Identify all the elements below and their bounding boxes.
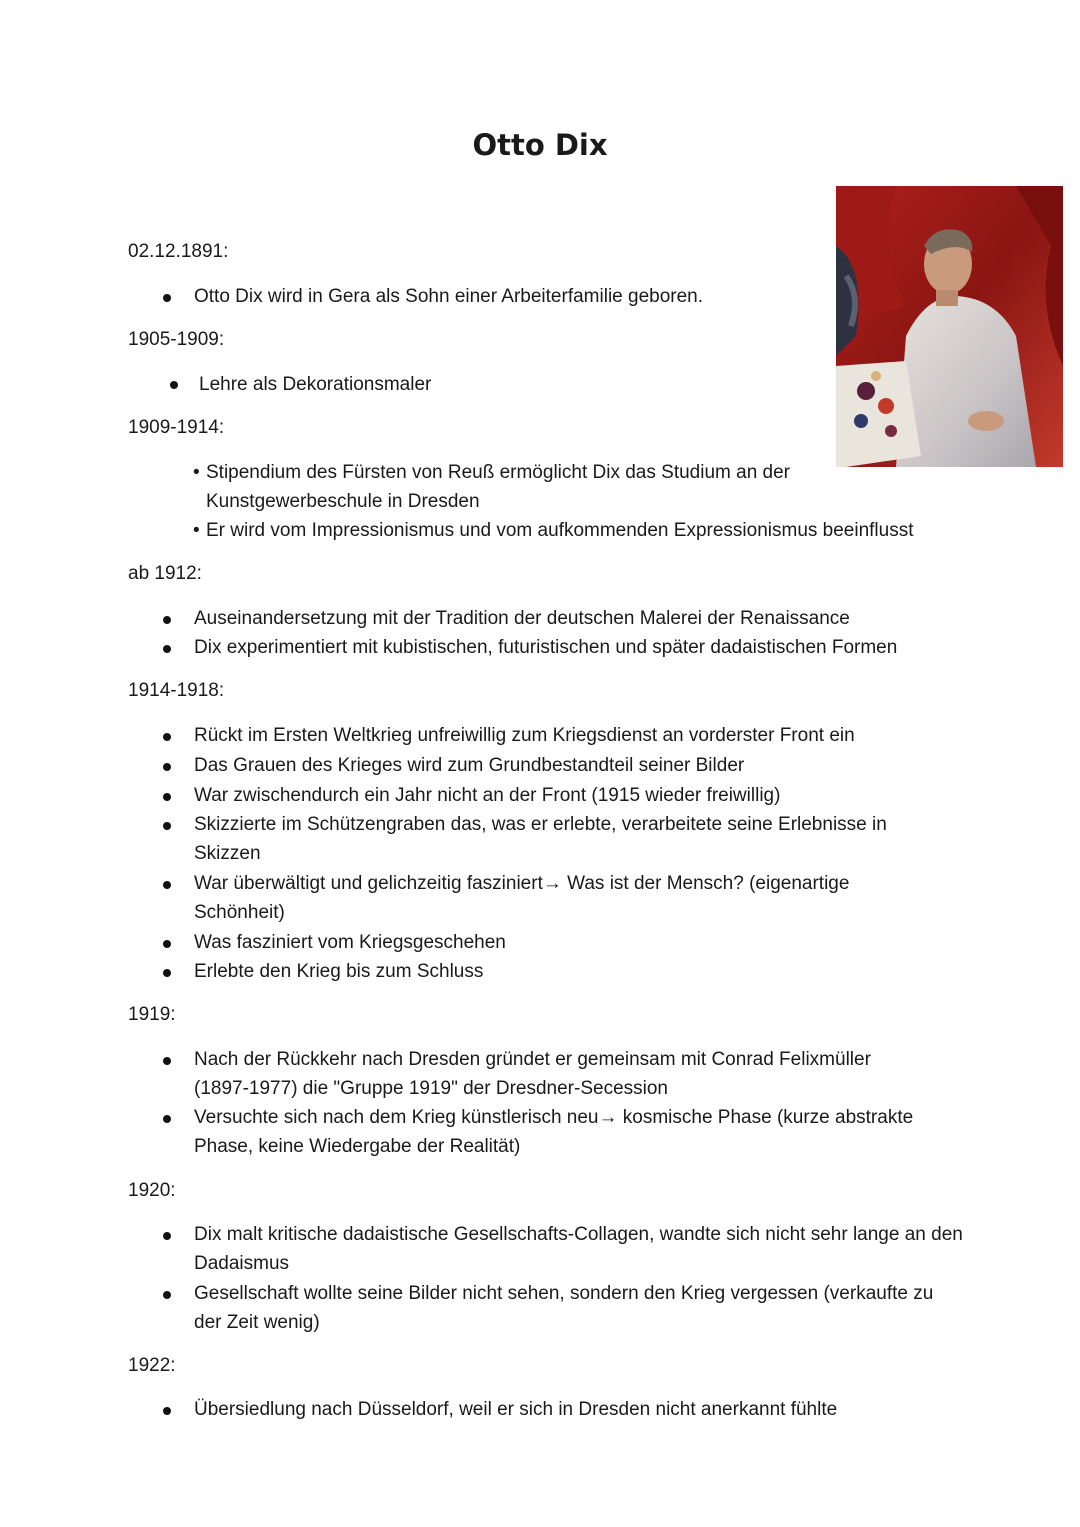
list-item: Dix experimentiert mit kubistischen, futuristischen und später dadaistischen Formen [194, 637, 898, 658]
bullet-icon [163, 1057, 171, 1065]
bullet-icon [163, 616, 171, 624]
list-item: War zwischendurch ein Jahr nicht an der Front (1915 wieder freiwillig) [194, 785, 781, 806]
bullet-icon [163, 645, 171, 653]
list-item: Erlebte den Krieg bis zum Schluss [194, 961, 484, 982]
page-title: Otto Dix [472, 128, 608, 162]
bullet-icon [163, 1115, 171, 1123]
bullet-icon [170, 381, 178, 389]
list-item: Gesellschaft wollte seine Bilder nicht sehen, sondern den Krieg vergessen (verkaufte zu der Zeit wenig) [194, 1283, 934, 1333]
list-item: Was fasziniert vom Kriegsgeschehen [194, 932, 506, 953]
bullet-icon [163, 881, 171, 889]
list-item: War überwältigt und gelichzeitig fasziniert→ Was ist der Mensch? (eigenartige Schönheit) [194, 873, 850, 923]
bullet-icon [163, 940, 171, 948]
list-item: Lehre als Dekorationsmaler [199, 374, 432, 395]
list-item: Dix malt kritische dadaistische Gesellschafts-Collagen, wandte sich nicht sehr lange an den Dadaismus [194, 1224, 963, 1274]
bullet-icon [163, 1407, 171, 1415]
bullet-icon: • [193, 462, 200, 483]
date-heading: 1909-1914: [128, 417, 225, 438]
list-item: Skizzierte im Schützengraben das, was er erlebte, verarbeitete seine Erlebnisse in Skizzen [194, 814, 887, 864]
date-heading: 1922: [128, 1355, 176, 1376]
list-item: Er wird vom Impressionismus und vom aufkommenden Expressionismus beeinflusst [206, 520, 914, 541]
list-item: Versuchte sich nach dem Krieg künstlerisch neu→ kosmische Phase (kurze abstrakte Phase, keine Wiedergabe der Realität) [194, 1107, 914, 1157]
date-heading: 1914-1918: [128, 680, 225, 701]
list-item: Otto Dix wird in Gera als Sohn einer Arbeiterfamilie geboren. [194, 286, 704, 307]
date-heading: 1905-1909: [128, 329, 225, 350]
date-heading: 02.12.1891: [128, 241, 229, 262]
bullet-icon: • [193, 520, 200, 541]
list-item: Übersiedlung nach Düsseldorf, weil er sich in Dresden nicht anerkannt fühlte [194, 1399, 838, 1420]
date-heading: 1920: [128, 1180, 176, 1201]
portrait-image [836, 186, 1063, 467]
list-item: Das Grauen des Krieges wird zum Grundbestandteil seiner Bilder [194, 755, 745, 776]
list-item: Auseinandersetzung mit der Tradition der deutschen Malerei der Renaissance [194, 608, 850, 629]
bullet-icon [163, 1232, 171, 1240]
date-heading: ab 1912: [128, 563, 202, 584]
bullet-icon [163, 969, 171, 977]
bullet-icon [163, 793, 171, 801]
list-item: Stipendium des Fürsten von Reuß ermöglicht Dix das Studium an der Kunstgewerbeschule in Dresden [206, 462, 790, 512]
bullet-icon [163, 1291, 171, 1299]
bullet-icon [163, 294, 171, 302]
bullet-icon [163, 733, 171, 741]
list-item: Rückt im Ersten Weltkrieg unfreiwillig zum Kriegsdienst an vorderster Front ein [194, 725, 855, 746]
date-heading: 1919: [128, 1004, 176, 1025]
bullet-icon [163, 822, 171, 830]
list-item: Nach der Rückkehr nach Dresden gründet er gemeinsam mit Conrad Felixmüller (1897-1977) die "Gruppe 1919" der Dresdner-Secession [194, 1049, 871, 1099]
bullet-icon [163, 763, 171, 771]
